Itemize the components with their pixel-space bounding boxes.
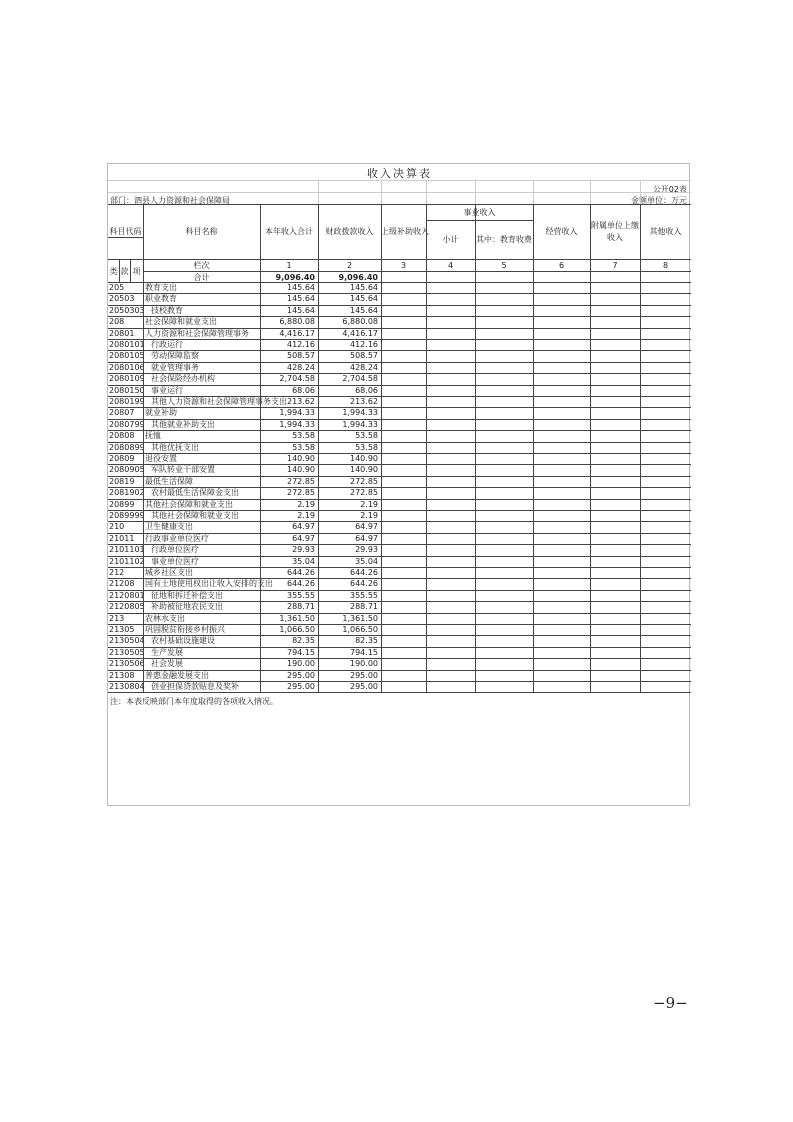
row-subject-name: 社会保险经办机构 [151, 374, 215, 384]
row-code: 2089999 [109, 511, 145, 520]
row-code: 20809 [109, 454, 135, 463]
grid-line [108, 237, 143, 238]
row-fiscal: 190.00 [350, 659, 378, 669]
row-total: 2.19 [297, 499, 315, 509]
row-total: 2,704.58 [279, 374, 315, 384]
row-total: 35.04 [292, 556, 315, 566]
row-total: 145.64 [287, 305, 315, 315]
grid-line [108, 567, 691, 568]
grid-line [108, 180, 691, 181]
page-number: −9− [653, 994, 688, 1012]
total-row-label: 合计 [193, 273, 210, 282]
row-subject-name: 农林水支出 [145, 613, 185, 623]
row-fiscal: 213.62 [350, 397, 378, 406]
row-code: 212 [109, 568, 125, 577]
row-total: 295.00 [287, 682, 315, 691]
header-business-income: 事业收入 [463, 208, 496, 217]
row-fiscal: 4,416.17 [342, 328, 378, 338]
grid-line [130, 259, 131, 282]
row-fiscal: 53.58 [355, 431, 378, 441]
row-code: 2130506 [109, 659, 145, 669]
row-subject-name: 巩固脱贫衔接乡村振兴 [145, 625, 225, 634]
row-fiscal: 412.16 [350, 340, 378, 349]
row-code: 21305 [109, 625, 135, 634]
total-row-total: 9,096.40 [275, 273, 315, 282]
header-xiang: 项 [132, 267, 141, 276]
row-subject-name: 其他社会保障和就业支出 [151, 511, 239, 520]
row-code: 20801 [109, 328, 135, 338]
row-total: 29.93 [292, 545, 315, 555]
header-fiscal: 财政拨款收入 [325, 227, 374, 236]
row-subject-name: 教育支出 [145, 283, 177, 292]
header-other: 其他收入 [649, 227, 682, 236]
row-fiscal: 295.00 [350, 670, 378, 680]
row-fiscal: 2.19 [360, 499, 378, 509]
grid-line [318, 180, 319, 204]
row-subject-name: 其他优抚支出 [151, 442, 199, 452]
grid-line [108, 692, 691, 693]
grid-line [108, 430, 691, 431]
amount-unit: 金额单位：万元 [631, 196, 687, 205]
grid-line [640, 204, 641, 692]
row-fiscal: 508.57 [350, 351, 378, 361]
col-index-label: 栏次 [193, 261, 210, 270]
header-edu-fee: 其中：教育收费 [476, 235, 532, 244]
row-total: 140.90 [287, 454, 315, 463]
col-index-number: 7 [612, 261, 618, 270]
row-fiscal: 145.64 [350, 283, 378, 292]
header-superior: 上级补助收入 [381, 227, 429, 236]
col-index-number: 5 [501, 261, 507, 270]
header-total: 本年收入合计 [265, 227, 313, 236]
row-fiscal: 82.35 [355, 636, 378, 646]
grid-line [108, 339, 691, 340]
row-fiscal: 272.85 [350, 476, 378, 486]
row-fiscal: 140.90 [350, 465, 378, 475]
grid-line [108, 192, 691, 193]
row-code: 213 [109, 613, 125, 623]
row-total: 272.85 [287, 476, 315, 486]
row-subject-name: 最低生活保障 [145, 476, 193, 486]
row-total: 1,066.50 [279, 625, 315, 634]
row-total: 508.57 [287, 351, 315, 361]
grid-line [640, 180, 641, 204]
header-kuan: 款 [120, 267, 129, 276]
row-code: 2080105 [109, 351, 145, 361]
row-code: 2130804 [109, 682, 145, 691]
row-total: 428.24 [287, 362, 315, 372]
row-subject-name: 劳动保障监察 [151, 351, 199, 361]
grid-line [108, 521, 691, 522]
row-total: 213.62 [287, 397, 315, 406]
grid-line [108, 385, 691, 386]
row-subject-name: 其他人力资源和社会保障管理事务支出 [151, 397, 287, 406]
row-fiscal: 644.26 [350, 568, 378, 577]
table-note: 注：本表反映部门本年度取得的各项收入情况。 [110, 697, 278, 707]
department-name: 部门：泗县人力资源和社会保障局 [110, 196, 230, 205]
row-code: 20503 [109, 294, 135, 304]
grid-line [426, 180, 427, 204]
row-fiscal: 64.97 [355, 522, 378, 532]
row-subject-name: 卫生健康支出 [145, 522, 193, 532]
row-code: 2101101 [109, 545, 145, 555]
row-subject-name: 社会保障和就业支出 [145, 317, 217, 327]
row-subject-name: 其他社会保障和就业支出 [145, 499, 233, 509]
row-fiscal: 428.24 [350, 362, 378, 372]
row-subject-name: 就业补助 [145, 408, 177, 418]
row-subject-name: 军队转业干部安置 [151, 465, 215, 475]
row-subject-name: 社会发展 [151, 659, 183, 669]
row-code: 21208 [109, 579, 135, 589]
header-subject-name: 科目名称 [185, 227, 218, 236]
row-code: 205 [109, 283, 125, 292]
row-subject-name: 事业运行 [151, 385, 183, 395]
col-index-number: 6 [558, 261, 565, 270]
row-code: 2120805 [109, 602, 145, 612]
row-code: 2080109 [109, 374, 145, 384]
row-fiscal: 35.04 [355, 556, 378, 566]
grid-line [318, 204, 319, 692]
row-fiscal: 288.71 [350, 602, 378, 612]
grid-line [108, 453, 691, 454]
header-lei: 类 [109, 267, 118, 276]
row-fiscal: 1,994.33 [342, 419, 378, 429]
row-subject-name: 城乡社区支出 [145, 568, 193, 577]
col-index-number: 3 [400, 261, 407, 270]
grid-line [108, 293, 691, 294]
row-code: 2101102 [109, 556, 145, 566]
row-code: 2080899 [109, 442, 145, 452]
row-fiscal: 1,066.50 [342, 625, 378, 634]
col-index-number: 8 [662, 261, 669, 270]
grid-line [108, 305, 691, 306]
row-code: 21011 [109, 533, 135, 543]
row-fiscal: 272.85 [350, 488, 378, 498]
row-fiscal: 6,880.08 [342, 317, 378, 327]
grid-line [475, 180, 476, 204]
row-subject-name: 就业管理事务 [151, 362, 199, 372]
row-code: 2050303 [109, 305, 145, 315]
grid-line [108, 204, 691, 205]
row-total: 288.71 [287, 602, 315, 612]
header-code-group: 科目代码 [109, 227, 142, 236]
row-total: 644.26 [287, 568, 315, 577]
row-code: 2080905 [109, 465, 145, 475]
row-subject-name: 农村最低生活保障金支出 [151, 488, 239, 498]
row-total: 4,416.17 [279, 328, 315, 338]
row-fiscal: 64.97 [355, 533, 378, 543]
row-code: 20899 [109, 499, 135, 509]
row-total: 272.85 [287, 488, 315, 498]
grid-line [119, 259, 120, 282]
row-fiscal: 2,704.58 [342, 374, 378, 384]
row-fiscal: 68.06 [355, 385, 378, 395]
row-code: 2080199 [109, 397, 145, 406]
grid-line [426, 220, 533, 221]
row-subject-name: 生产发展 [151, 647, 183, 657]
col-index-number: 1 [286, 261, 292, 270]
grid-line [108, 658, 691, 659]
total-row-fiscal: 9,096.40 [338, 273, 378, 282]
grid-line [108, 407, 691, 408]
row-code: 210 [109, 522, 125, 532]
row-total: 1,994.33 [279, 408, 315, 418]
income-table-sheet [107, 163, 690, 806]
row-total: 6,880.08 [279, 317, 315, 327]
grid-line [533, 204, 534, 692]
grid-line [108, 613, 691, 614]
row-code: 2120801 [109, 590, 145, 600]
col-index-number: 2 [346, 261, 353, 270]
row-fiscal: 2.19 [360, 511, 378, 520]
grid-line [260, 204, 261, 692]
grid-line [143, 204, 144, 692]
row-subject-name: 人力资源和社会保障管理事务 [145, 328, 249, 338]
row-subject-name: 抚恤 [145, 431, 161, 441]
grid-line [590, 180, 591, 204]
grid-line [475, 220, 476, 692]
row-fiscal: 295.00 [350, 682, 378, 691]
grid-line [381, 204, 382, 692]
row-total: 82.35 [292, 636, 315, 646]
row-total: 644.26 [287, 579, 315, 589]
row-subject-name: 行政运行 [151, 340, 183, 349]
row-code: 2130505 [109, 647, 145, 657]
row-fiscal: 145.64 [350, 294, 378, 304]
row-code: 21308 [109, 670, 135, 680]
row-fiscal: 1,994.33 [342, 408, 378, 418]
row-fiscal: 53.58 [355, 442, 378, 452]
row-total: 295.00 [287, 670, 315, 680]
row-subject-name: 普惠金融发展支出 [145, 670, 209, 680]
row-subject-name: 职业教育 [145, 294, 177, 304]
row-subject-name: 退役安置 [145, 454, 177, 463]
row-subject-name: 农村基础设施建设 [151, 636, 215, 646]
row-fiscal: 794.15 [350, 647, 378, 657]
row-subject-name: 国有土地使用权出让收入安排的支出 [145, 579, 273, 589]
row-subject-name: 创业担保贷款贴息及奖补 [151, 682, 239, 691]
header-affiliated: 附属单位上缴收入 [591, 221, 639, 242]
grid-line [108, 476, 691, 477]
row-total: 53.58 [292, 442, 315, 452]
grid-line [381, 180, 382, 204]
row-fiscal: 145.64 [350, 305, 378, 315]
row-code: 208 [109, 317, 125, 327]
row-total: 145.64 [287, 294, 315, 304]
table-title: 收入决算表 [367, 167, 432, 180]
row-total: 190.00 [287, 659, 315, 669]
row-code: 20808 [109, 431, 135, 441]
row-subject-name: 事业单位医疗 [151, 556, 199, 566]
row-total: 145.64 [287, 283, 315, 292]
row-total: 140.90 [287, 465, 315, 475]
row-subject-name: 其他就业补助支出 [151, 419, 215, 429]
row-fiscal: 644.26 [350, 579, 378, 589]
header-subtotal: 小计 [442, 235, 459, 244]
row-total: 1,361.50 [279, 613, 315, 623]
row-total: 412.16 [287, 340, 315, 349]
row-subject-name: 行政事业单位医疗 [145, 533, 209, 543]
header-operating: 经营收入 [545, 227, 578, 236]
grid-line [426, 204, 427, 692]
row-total: 64.97 [292, 522, 315, 532]
row-total: 2.19 [297, 511, 315, 520]
row-total: 1,994.33 [279, 419, 315, 429]
row-total: 794.15 [287, 647, 315, 657]
row-total: 68.06 [292, 385, 315, 395]
grid-line [108, 647, 691, 648]
row-subject-name: 补助被征地农民支出 [151, 602, 223, 612]
row-code: 2080106 [109, 362, 145, 372]
row-code: 20819 [109, 476, 135, 486]
row-subject-name: 征地和拆迁补偿支出 [151, 590, 223, 600]
row-total: 53.58 [292, 431, 315, 441]
row-code: 2130504 [109, 636, 145, 646]
row-total: 64.97 [292, 533, 315, 543]
row-fiscal: 29.93 [355, 545, 378, 555]
row-total: 355.55 [287, 590, 315, 600]
row-code: 20807 [109, 408, 135, 418]
row-fiscal: 355.55 [350, 590, 378, 600]
grid-line [590, 204, 591, 692]
row-subject-name: 技校教育 [151, 305, 183, 315]
row-subject-name: 行政单位医疗 [151, 545, 199, 555]
row-fiscal: 140.90 [350, 454, 378, 463]
row-code: 2081902 [109, 488, 145, 498]
row-code: 2080101 [109, 340, 145, 349]
form-number: 公开02表 [652, 185, 687, 194]
col-index-number: 4 [447, 261, 454, 270]
row-fiscal: 1,361.50 [342, 613, 378, 623]
row-code: 2080150 [109, 385, 145, 395]
row-code: 2080799 [109, 419, 145, 429]
grid-line [533, 180, 534, 204]
